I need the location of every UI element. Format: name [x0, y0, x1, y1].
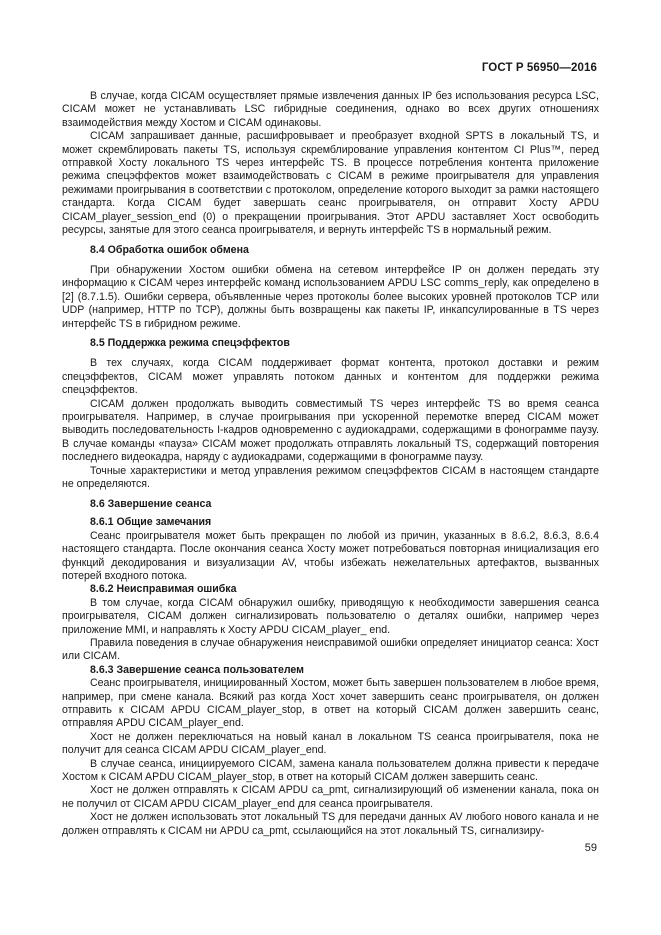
paragraph: В том случае, когда CICAM обнаружил ошибку, приводящую к необходимости завершения сеанса проигрывателя, CICAM должен сигнализировать пользователю о деталях ошибки, например через приложение MMI, и направлять к Хосту APDU CICAM_player_ end. — [62, 596, 599, 636]
paragraph: При обнаружении Хостом ошибки обмена на сетевом интерфейсе IP он должен передать эту информацию к CICAM через интерфейс команд использованием APDU LSC comms_reply, как определено в [2] (8.7.1.5). Ошибки сервера, объявленные через протоколы более высоких уровней протоколов TCP или UDP (например, HTTP по TCP), должны быть возвращены как пакеты IP, инкапсулированные в TS через интерфейс TS в гибридном режиме. — [62, 263, 599, 330]
paragraph: Правила поведения в случае обнаружения неисправимой ошибки определяет инициатор сеанса: Хост или CICAM. — [62, 636, 599, 663]
paragraph: В случае, когда CICAM осуществляет прямые извлечения данных IP без использования ресурса LSC, CICAM может не устанавливать LSC гибридные соединения, однако во всех других отношениях взаимодействия между Хостом и CICAM одинаковы. — [62, 90, 599, 129]
section-heading: 8.6.3 Завершение сеанса пользователем — [90, 663, 305, 676]
paragraph: Хост не должен отправлять к CICAM APDU ca_pmt, сигнализирующий об изменении канала, пока он не получил от CICAM APDU CICAM_player_end для сеанса проигрывателя. — [62, 784, 599, 810]
paragraph: CICAM должен продолжать выводить совместимый TS через интерфейс TS во время сеанса проигрывателя. Например, в случае проигрывания при ускоренной перемотке вперед CICAM может выводить последовательность I-кадров одновременно с аудиокадрами, содержащими в фонограмме паузу. В случае команды «пауза» CICAM может продолжать отправлять локальный TS, содержащий повторения последнего видеокадра, наряду с аудиокадрами, содержащими в фонограмме паузу. — [62, 397, 599, 464]
paragraph: Сеанс проигрывателя может быть прекращен по любой из причин, указанных в 8.6.2, 8.6.3, 8.6.4 настоящего стандарта. После окончания сеанса Хосту может потребоваться повторная инициализация его функций декодирования и визуализации AV, чтобы избежать нежелательных артефактов, вызванных потерей входного потока. — [62, 529, 599, 582]
paragraph: Хост не должен переключаться на новый канал в локальном TS сеанса проигрывателя, пока не получит для сеанса CICAM APDU CICAM_player_end. — [62, 730, 599, 757]
section-heading: 8.6 Завершение сеанса — [90, 497, 212, 510]
section-heading: 8.6.1 Общие замечания — [90, 516, 212, 529]
paragraph: Точные характеристики и метод управления режимом спецэффектов CICAM в настоящем стандарте не определяются. — [62, 464, 599, 490]
paragraph: CICAM запрашивает данные, расшифровывает и преобразует входной SPTS в локальный TS, и может скремблировать пакеты TS, используя скремблирование управления контентом CI Plus™, перед отправкой Хосту локального TS через интерфейс TS. В процессе потребления контента приложение режима спецэффектов может взаимодействовать с CICAM в режиме проигрывателя для управления режимами проигрывания в соответствии с протоколом, определение которого выходит за рамки настоящего стандарта. Когда CICAM будет завершать сеанс проигрывателя, он отправит Хосту APDU CICAM_player_session_end (0) о прекращении проигрывания. Этот APDU заставляет Хост освободить ресурсы, занятые для этого сеанса проигрывателя, и вернуть интерфейс TS в нормальный режим. — [62, 130, 599, 237]
document-body — [62, 90, 599, 838]
paragraph: В случае сеанса, инициируемого CICAM, замена канала пользователем должна привести к передаче Хостом к CICAM APDU CICAM_player_stop, в ответ на который CICAM должен завершить сеанс. — [62, 757, 599, 783]
section-heading: 8.6.2 Неисправимая ошибка — [90, 583, 237, 596]
paragraph: Хост не должен использовать этот локальный TS для передачи данных AV любого нового канала и не должен отправлять к CICAM ни APDU ca_pmt, ссылающийся на этот локальный TS, сигнализиру- — [62, 811, 599, 837]
page-number: 59 — [584, 842, 597, 854]
standard-header: ГОСТ Р 56950—2016 — [481, 62, 597, 74]
section-heading: 8.4 Обработка ошибок обмена — [90, 243, 249, 256]
paragraph: В тех случаях, когда CICAM поддерживает формат контента, протокол доставки и режим спецэффектов, CICAM может управлять потоком данных и контентом для поддержки режима спецэффектов. — [62, 357, 599, 397]
section-heading: 8.5 Поддержка режима спецэффектов — [90, 337, 290, 350]
paragraph: Сеанс проигрывателя, инициированный Хостом, может быть завершен пользователем в любое время, например, при смене канала. Всякий раз когда Хост хочет завершить сеанс проигрывателя, он должен отправить к CICAM APDU CICAM_player_stop, в ответ на который CICAM должен завершить сеанс, отправляя APDU CICAM_player_end. — [62, 677, 599, 730]
